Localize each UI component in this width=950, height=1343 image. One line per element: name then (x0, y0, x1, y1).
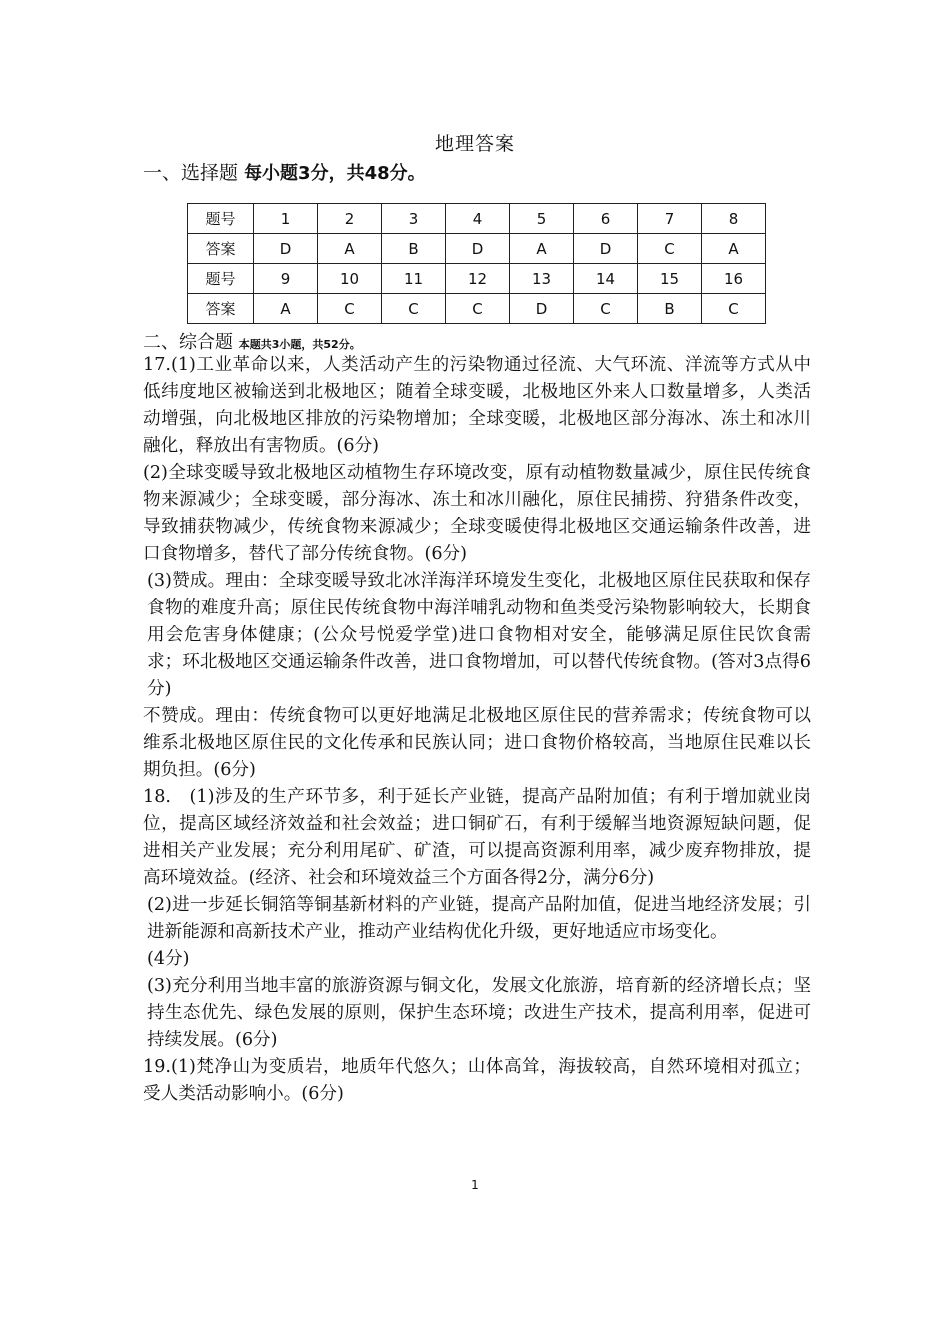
row-label: 题号 (188, 204, 254, 234)
table-cell: D (446, 234, 510, 264)
table-row (188, 294, 766, 324)
table-cell: 1 (254, 204, 318, 234)
table-cell: D (254, 234, 318, 264)
row-label: 答案 (188, 234, 254, 264)
answer-paragraph: 17.(1)工业革命以来，人类活动产生的污染物通过径流、大气环流、洋流等方式从中低纬度地区被输送到北极地区；随着全球变暖，北极地区外来人口数量增多，人类活动增强，向北极地区排放的污染物增加；全球变暖，北极地区部分海冰、冻土和冰川融化，释放出有害物质。(6分) (143, 355, 811, 456)
section-one-note: 每小题3分，共48分。 (244, 163, 426, 184)
table-cell: 14 (574, 264, 638, 294)
table-cell: 11 (382, 264, 446, 294)
answer-paragraph: (4分) (147, 949, 190, 969)
table-cell: 9 (254, 264, 318, 294)
section-two-note: 本题共3小题，共52分。 (238, 338, 361, 351)
row-label: 题号 (188, 264, 254, 294)
table-cell: C (318, 294, 382, 324)
answer-paragraph: 18. (1)涉及的生产环节多，利于延长产业链，提高产品附加值；有利于增加就业岗位，提高区域经济效益和社会效益；进口铜矿石，有利于缓解当地资源短缺问题，促进相关产业发展；充分利用尾矿、矿渣，可以提高资源利用率，减少废弃物排放，提高环境效益。(经济、社会和环境效益三个方面各得2分，满分6分) (143, 787, 811, 888)
answer-paragraph: (3)赞成。理由：全球变暖导致北冰洋海洋环境发生变化，北极地区原住民获取和保存食物的难度升高；原住民传统食物中海洋哺乳动物和鱼类受污染物影响较大，长期食用会危害身体健康；(公众号悦爱学堂)进口食物相对安全，能够满足原住民饮食需求；环北极地区交通运输条件改善，进口食物增加，可以替代传统食物。(答对3点得6分) (147, 571, 811, 699)
answer-paragraph: (3)充分利用当地丰富的旅游资源与铜文化，发展文化旅游，培育新的经济增长点；坚持生态优先、绿色发展的原则，保护生态环境；改进生产技术，提高利用率，促进可持续发展。(6分) (147, 976, 811, 1050)
table-cell: 7 (638, 204, 702, 234)
table-cell: A (318, 234, 382, 264)
table-cell: D (574, 234, 638, 264)
table-cell: 12 (446, 264, 510, 294)
answer-body (143, 352, 811, 1108)
row-label: 答案 (188, 294, 254, 324)
table-cell: C (702, 294, 766, 324)
table-cell: 13 (510, 264, 574, 294)
answer-paragraph: 不赞成。理由：传统食物可以更好地满足北极地区原住民的营养需求；传统食物可以维系北极地区原住民的文化传承和民族认同；进口食物价格较高，当地原住民难以长期负担。(6分) (143, 706, 811, 780)
section-two-heading (143, 328, 361, 354)
answer-table (187, 203, 766, 324)
table-cell: A (254, 294, 318, 324)
table-cell: 6 (574, 204, 638, 234)
table-cell: C (638, 234, 702, 264)
table-cell: A (510, 234, 574, 264)
table-row (188, 264, 766, 294)
table-cell: 5 (510, 204, 574, 234)
answer-paragraph: (2)进一步延长铜箔等铜基新材料的产业链，提高产品附加值，促进当地经济发展；引进新能源和高新技术产业，推动产业结构优化升级，更好地适应市场变化。 (147, 895, 811, 942)
answer-paragraph: 19.(1)梵净山为变质岩，地质年代悠久；山体高耸，海拔较高，自然环境相对孤立；受人类活动影响小。(6分) (143, 1057, 811, 1104)
table-cell: 16 (702, 264, 766, 294)
table-cell: 15 (638, 264, 702, 294)
table-cell: B (638, 294, 702, 324)
table-cell: 2 (318, 204, 382, 234)
table-cell: 3 (382, 204, 446, 234)
section-one-label: 一、选择题 (143, 162, 239, 184)
section-one-heading (143, 158, 426, 185)
table-cell: 4 (446, 204, 510, 234)
table-cell: 8 (702, 204, 766, 234)
table-row (188, 204, 766, 234)
table-cell: C (382, 294, 446, 324)
table-row (188, 234, 766, 264)
table-cell: 10 (318, 264, 382, 294)
table-cell: B (382, 234, 446, 264)
page-title: 地理答案 (434, 133, 515, 155)
page-number: 1 (471, 1178, 479, 1192)
table-cell: C (574, 294, 638, 324)
answer-paragraph: (2)全球变暖导致北极地区动植物生存环境改变，原有动植物数量减少，原住民传统食物来源减少；全球变暖，部分海冰、冻土和冰川融化，原住民捕捞、狩猎条件改变，导致捕获物减少，传统食物来源减少；全球变暖使得北极地区交通运输条件改善，进口食物增多，替代了部分传统食物。(6分) (143, 463, 811, 564)
table-cell: C (446, 294, 510, 324)
table-cell: D (510, 294, 574, 324)
table-cell: A (702, 234, 766, 264)
section-two-label: 二、综合题 (143, 332, 233, 353)
